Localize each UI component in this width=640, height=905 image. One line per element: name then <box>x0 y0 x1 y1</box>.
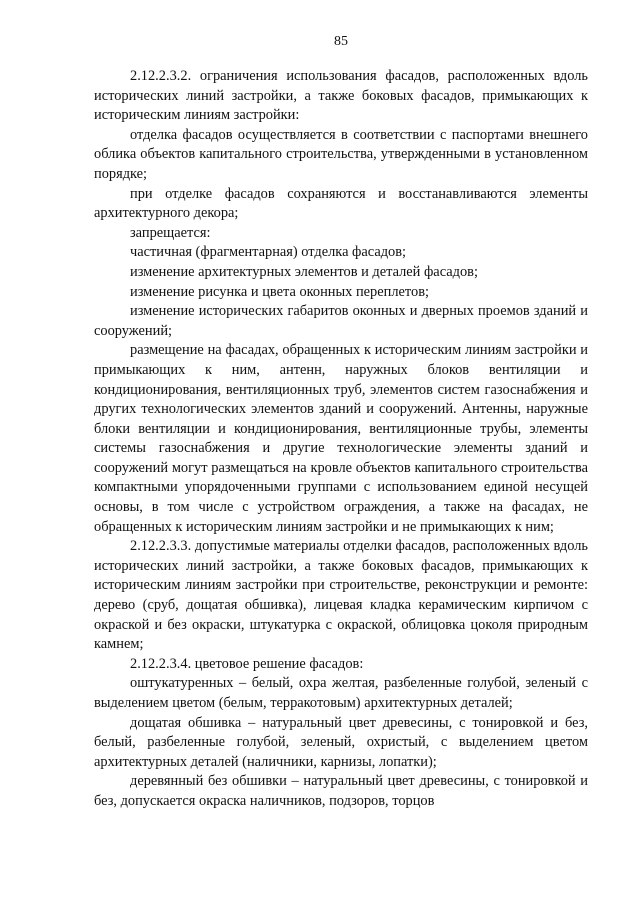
page-number: 85 <box>334 34 348 49</box>
paragraph-board-cladding-colors: дощатая обшивка – натуральный цвет древесины, с тонировкой и без, белый, разбеленные голубой, зеленый, охристый, с выделением цветом архитектурных деталей (наличники, карнизы, лопатки); <box>94 714 588 770</box>
document-body <box>94 67 588 812</box>
paragraph-architectural-elements: изменение архитектурных элементов и деталей фасадов; <box>130 263 478 280</box>
paragraph-decor-preservation: при отделке фасадов сохраняются и восстанавливаются элементы архитектурного декора; <box>94 185 588 222</box>
paragraph-partial-finishing: частичная (фрагментарная) отделка фасадов; <box>130 244 407 261</box>
paragraph-2-12-2-3-4: 2.12.2.3.4. цветовое решение фасадов: <box>130 655 364 672</box>
paragraph-2-12-2-3-3: 2.12.2.3.3. допустимые материалы отделки фасадов, расположенных вдоль исторических линий застройки, а также боковых фасадов, примыкающих к историческим линиям застройки при строительстве, реконструкции и ремонте: дерево (сруб, дощатая обшивка), лицевая кладка керамическим кирпичом с окраской и без окраски, штукатурка с окраской, облицовка цоколя природным камнем; <box>94 538 588 653</box>
paragraph-prohibited-heading: запрещается: <box>130 224 211 241</box>
paragraph-openings-dimensions: изменение исторических габаритов оконных и дверных проемов зданий и сооружений; <box>94 303 588 339</box>
paragraph-facade-passport: отделка фасадов осуществляется в соответствии с паспортами внешнего облика объектов капитального строительства, утвержденными в установленном порядке; <box>94 126 588 182</box>
paragraph-unclad-wood-colors: деревянный без обшивки – натуральный цвет древесины, с тонировкой и без, допускается окраска наличников, подзоров, торцов <box>94 773 588 809</box>
paragraph-2-12-2-3-2: 2.12.2.3.2. ограничения использования фасадов, расположенных вдоль исторических линий застройки, а также боковых фасадов, примыкающих к историческим линиям застройки: <box>94 68 588 124</box>
paragraph-plastered-colors: оштукатуренных – белый, охра желтая, разбеленные голубой, зеленый с выделением цветом (белым, терракотовым) архитектурных деталей; <box>94 675 588 711</box>
paragraph-window-frames: изменение рисунка и цвета оконных переплетов; <box>130 283 429 300</box>
paragraph-equipment-placement: размещение на фасадах, обращенных к историческим линиям застройки и примыкающих к ним, антенн, наружных блоков вентиляции и кондиционирования, вентиляционных труб, элементов систем газоснабжения и других технологических элементов зданий и сооружений. Антенны, наружные блоки вентиляции и кондиционирования, вентиляционные трубы, элементы системы газоснабжения и другие технологические элементы зданий и сооружений могут размещаться на кровле объектов капитального строительства компактными упорядоченными группами с использованием единой несущей основы, в том числе с устройством ограждения, а также на фасадах, не обращенных к историческим линиям застройки и не примыкающих к ним; <box>94 342 588 535</box>
